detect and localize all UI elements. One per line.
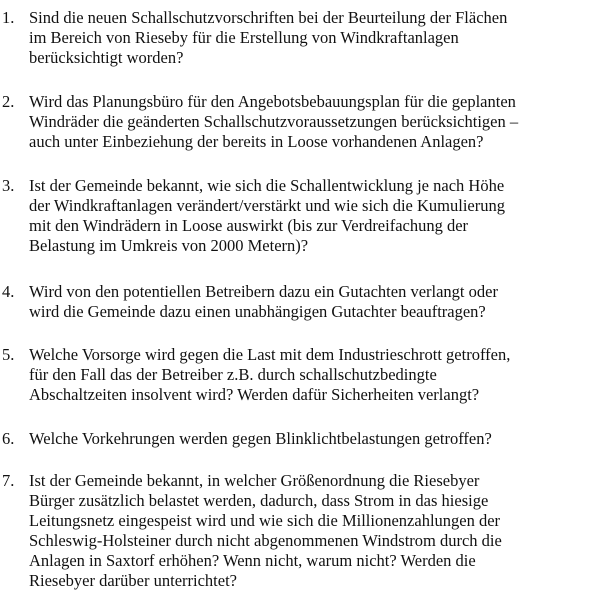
- question-text-line: Welche Vorsorge wird gegen die Last mit dem Industrieschrott getroffen,: [29, 345, 511, 364]
- question-text-line: der Windkraftanlagen verändert/verstärkt und wie sich die Kumulierung: [29, 196, 505, 215]
- question-text-line: wird die Gemeinde dazu einen unabhängigen Gutachter beauftragen?: [29, 302, 486, 321]
- question-text-line: Leitungsnetz eingespeist wird und wie sich die Millionenzahlungen der: [29, 511, 501, 530]
- question-text-line: auch unter Einbeziehung der bereits in Loose vorhandenen Anlagen?: [29, 132, 484, 151]
- question-number: 6.: [2, 429, 15, 448]
- question-text-line: Anlagen in Saxtorf erhöhen? Wenn nicht, warum nicht? Werden die: [29, 551, 476, 570]
- question-text-line: Windräder die geänderten Schallschutzvoraussetzungen berücksichtigen –: [29, 112, 519, 131]
- question-text-line: Ist der Gemeinde bekannt, in welcher Größenordnung die Riesebyer: [29, 471, 480, 490]
- question-text-line: Welche Vorkehrungen werden gegen Blinklichtbelastungen getroffen?: [29, 429, 492, 448]
- question-text-line: mit den Windrädern in Loose auswirkt (bis zur Verdreifachung der: [29, 216, 469, 235]
- question-text-line: für den Fall das der Betreiber z.B. durch schallschutzbedingte: [29, 365, 437, 384]
- question-number: 7.: [2, 471, 15, 490]
- question-number: 2.: [2, 92, 15, 111]
- question-text-line: Ist der Gemeinde bekannt, wie sich die Schallentwicklung je nach Höhe: [29, 176, 505, 195]
- question-text-line: Abschaltzeiten insolvent wird? Werden dafür Sicherheiten verlangt?: [29, 385, 480, 404]
- question-number: 3.: [2, 176, 15, 195]
- question-text-line: Riesebyer darüber unterrichtet?: [29, 571, 237, 590]
- question-text-line: im Bereich von Rieseby für die Erstellung von Windkraftanlagen: [29, 28, 459, 47]
- question-text-line: Belastung im Umkreis von 2000 Metern)?: [29, 236, 309, 255]
- question-text-line: Sind die neuen Schallschutzvorschriften bei der Beurteilung der Flächen: [29, 8, 508, 27]
- question-number: 5.: [2, 345, 15, 364]
- question-text-line: Bürger zusätzlich belastet werden, dadurch, dass Strom in das hiesige: [29, 491, 489, 510]
- question-text-line: Wird von den potentiellen Betreibern dazu ein Gutachten verlangt oder: [29, 282, 498, 301]
- question-number: 1.: [2, 8, 15, 27]
- question-text-line: berücksichtigt worden?: [29, 48, 184, 67]
- question-number: 4.: [2, 282, 15, 301]
- question-text-line: Schleswig-Holsteiner durch nicht abgenommenen Windstrom durch die: [29, 531, 502, 550]
- question-text-line: Wird das Planungsbüro für den Angebotsbebauungsplan für die geplanten: [29, 92, 516, 111]
